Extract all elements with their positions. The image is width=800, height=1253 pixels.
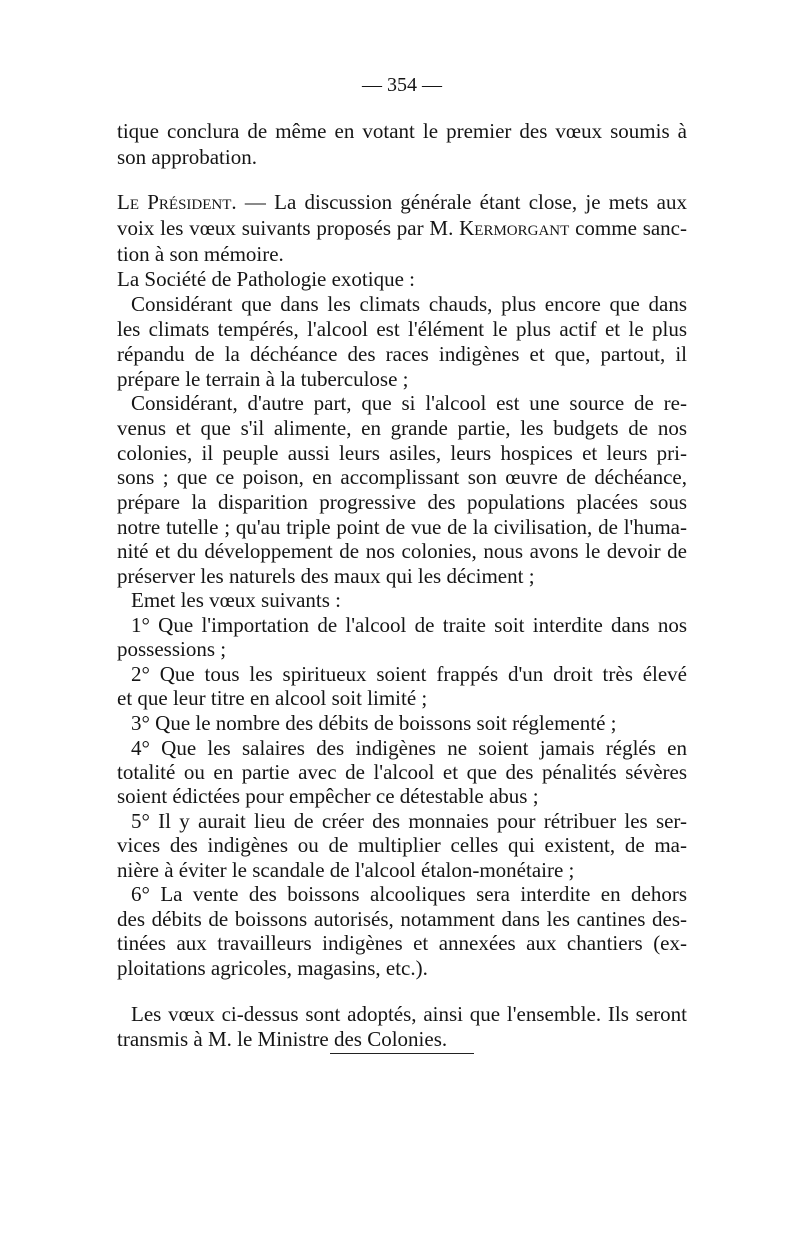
president-line-2 <box>117 215 687 241</box>
president-line-1 <box>117 189 687 215</box>
resolution-line: 6° La vente des boissons alcooliques sera interdite en dehors <box>131 882 687 906</box>
resolution-line: 3° Que le nombre des débits de boissons soit réglementé ; <box>131 711 617 735</box>
resolution-line: sons ; que ce poison, en accomplissant son œuvre de déchéance, <box>117 465 687 489</box>
conclusion-line-2: transmis à M. le Ministre des Colonies. <box>117 1027 448 1051</box>
resolution-line: tinées aux travailleurs indigènes et annexées aux chantiers (ex- <box>117 931 687 955</box>
resolution-line: ploitations agricoles, magasins, etc.). <box>117 956 428 980</box>
member-name: Kermorgant <box>459 216 570 240</box>
resolution-line: notre tutelle ; qu'au triple point de vue de la civilisation, de l'huma- <box>117 515 687 539</box>
resolution-line: 1° Que l'importation de l'alcool de traite soit interdite dans nos <box>131 613 687 637</box>
president-line-1-text: — La discussion générale étant close, je mets aux <box>236 190 687 214</box>
resolution-line: préserver les naturels des maux qui les déciment ; <box>117 564 535 588</box>
speaker-name: Le Président. <box>117 190 237 214</box>
resolution-line: Emet les vœux suivants : <box>131 588 341 612</box>
page-number: — 354 — <box>362 74 442 96</box>
resolution-line: 2° Que tous les spiritueux soient frappés d'un droit très élevé <box>131 662 687 686</box>
resolution-line: La Société de Pathologie exotique : <box>117 267 415 291</box>
resolution-line: 4° Que les salaires des indigènes ne soient jamais réglés en <box>131 736 687 760</box>
resolution-line: les climats tempérés, l'alcool est l'élément le plus actif et le plus <box>117 317 687 341</box>
intro-line-2: son approbation. <box>117 145 257 169</box>
resolution-line: prépare la disparition progressive des populations placées sous <box>117 490 687 514</box>
resolution-line: colonies, il peuple aussi leurs asiles, leurs hospices et leurs pri- <box>117 441 687 465</box>
resolution-line: soient édictées pour empêcher ce détestable abus ; <box>117 784 539 808</box>
resolution-line: des débits de boissons autorisés, notamment dans les cantines des- <box>117 907 687 931</box>
resolution-line: nière à éviter le scandale de l'alcool étalon-monétaire ; <box>117 858 575 882</box>
resolution-line: Considérant, d'autre part, que si l'alcool est une source de re- <box>131 391 687 415</box>
resolution-line: venus et que s'il alimente, en grande partie, les budgets de nos <box>117 416 687 440</box>
resolution-line: et que leur titre en alcool soit limité ; <box>117 686 428 710</box>
document-page <box>117 0 687 1253</box>
closing-rule <box>330 1053 474 1054</box>
resolution-line: prépare le terrain à la tuberculose ; <box>117 367 409 391</box>
president-line-3: tion à son mémoire. <box>117 242 284 266</box>
conclusion-line-1: Les vœux ci-dessus sont adoptés, ainsi que l'ensemble. Ils seront <box>131 1002 687 1026</box>
president-line-2b: comme sanc- <box>569 216 688 240</box>
resolution-line: répandu de la déchéance des races indigènes et que, partout, il <box>117 342 687 366</box>
resolution-line: Considérant que dans les climats chauds, plus encore que dans <box>131 292 687 316</box>
resolution-line: vices des indigènes ou de multiplier celles qui existent, de ma- <box>117 833 687 857</box>
resolution-line: totalité ou en partie avec de l'alcool et que des pénalités sévères <box>117 760 687 784</box>
resolution-line: nité et du développement de nos colonies, nous avons le devoir de <box>117 539 687 563</box>
intro-line-1: tique conclura de même en votant le premier des vœux soumis à <box>117 119 687 143</box>
resolution-line: possessions ; <box>117 637 227 661</box>
resolution-line: 5° Il y aurait lieu de créer des monnaies pour rétribuer les ser- <box>131 809 687 833</box>
president-line-2a: voix les vœux suivants proposés par M. <box>117 216 460 240</box>
